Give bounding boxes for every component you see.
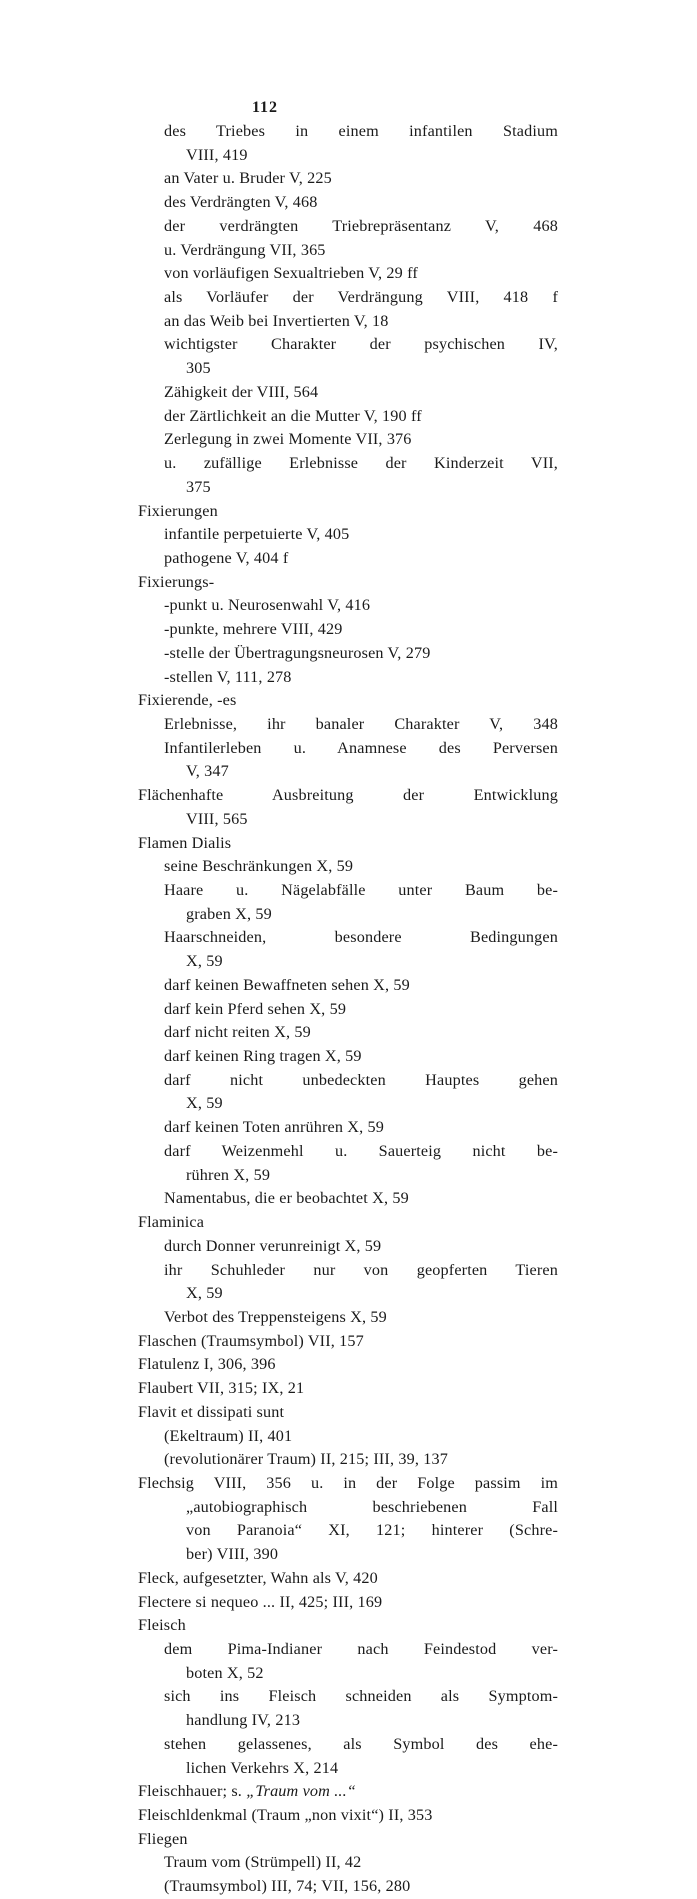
entry-text: 305 bbox=[186, 359, 211, 378]
index-subentry bbox=[138, 1069, 558, 1093]
index-subentry bbox=[138, 191, 558, 215]
index-subentry bbox=[138, 381, 558, 405]
index-subentry bbox=[138, 713, 558, 737]
entry-text: von vorläufigen Sexualtrieben V, 29 ff bbox=[164, 264, 418, 283]
index-subentry bbox=[138, 120, 558, 144]
index-subentry bbox=[138, 1021, 558, 1045]
entry-text: u. zufällige Erlebnisse der Kinderzeit VII, bbox=[164, 454, 558, 473]
entry-text: (Traumsymbol) III, 74; VII, 156, 280 bbox=[164, 1877, 411, 1896]
index-subentry bbox=[138, 1425, 558, 1449]
index-entry bbox=[138, 500, 558, 524]
index-subentry bbox=[138, 1448, 558, 1472]
index-entry bbox=[138, 1211, 558, 1235]
index-entry bbox=[138, 1780, 558, 1804]
entry-text: pathogene V, 404 f bbox=[164, 548, 289, 567]
index-subentry bbox=[138, 239, 558, 263]
entry-text: an das Weib bei Invertierten V, 18 bbox=[164, 311, 389, 330]
entry-text: graben X, 59 bbox=[186, 904, 272, 923]
index-subentry bbox=[138, 618, 558, 642]
entry-text: Zähigkeit der VIII, 564 bbox=[164, 382, 319, 401]
index-continuation bbox=[138, 808, 558, 832]
index-subentry bbox=[138, 286, 558, 310]
index-subentry bbox=[138, 974, 558, 998]
index-subentry bbox=[138, 215, 558, 239]
entry-text: „autobiographisch beschriebenen Fall bbox=[186, 1497, 558, 1516]
page-number: 112 bbox=[251, 99, 279, 116]
index-subentry bbox=[138, 310, 558, 334]
index-continuation bbox=[138, 1164, 558, 1188]
entry-text: Verbot des Treppensteigens X, 59 bbox=[164, 1307, 387, 1326]
entry-text: darf keinen Bewaffneten sehen X, 59 bbox=[164, 975, 410, 994]
index-subentry bbox=[138, 998, 558, 1022]
index-entries bbox=[138, 120, 558, 1899]
entry-text: Fliegen bbox=[138, 1829, 188, 1848]
entry-text: seine Beschränkungen X, 59 bbox=[164, 857, 354, 876]
entry-text: VIII, 419 bbox=[186, 145, 248, 164]
entry-text: Haare u. Nägelabfälle unter Baum be- bbox=[164, 881, 558, 899]
entry-text: ihr Schuhleder nur von geopferten Tieren bbox=[164, 1260, 558, 1279]
entry-text: X, 59 bbox=[186, 952, 223, 971]
index-entry bbox=[138, 784, 558, 808]
entry-text: handlung IV, 213 bbox=[186, 1711, 301, 1730]
index-continuation bbox=[138, 1282, 558, 1306]
index-subentry bbox=[138, 594, 558, 618]
index-continuation bbox=[138, 760, 558, 784]
entry-text: Flächenhafte Ausbreitung der Entwicklung bbox=[138, 786, 558, 805]
index-subentry bbox=[138, 333, 558, 357]
entry-text: u. Verdrängung VII, 365 bbox=[164, 240, 326, 259]
index-continuation bbox=[138, 1662, 558, 1686]
entry-text: Flavit et dissipati sunt bbox=[138, 1402, 285, 1421]
index-subentry bbox=[138, 262, 558, 286]
entry-text: von Paranoia“ XI, 121; hinterer (Schre- bbox=[186, 1521, 558, 1540]
entry-italic-text: „Traum vom ...“ bbox=[246, 1782, 356, 1801]
entry-text: darf Weizenmehl u. Sauerteig nicht be- bbox=[164, 1141, 558, 1160]
index-continuation bbox=[138, 357, 558, 381]
entry-text: Flaubert VII, 315; IX, 21 bbox=[138, 1379, 305, 1398]
entry-text: (Ekeltraum) II, 401 bbox=[164, 1426, 293, 1445]
index-subentry bbox=[138, 523, 558, 547]
entry-text: stehen gelassenes, als Symbol des ehe- bbox=[164, 1734, 558, 1753]
index-entry bbox=[138, 1330, 558, 1354]
index-entry bbox=[138, 1377, 558, 1401]
entry-text: Fleischhauer; s. bbox=[138, 1782, 242, 1801]
index-subentry bbox=[138, 428, 558, 452]
index-subentry bbox=[138, 1140, 558, 1164]
index-subentry bbox=[138, 855, 558, 879]
entry-text: Flaminica bbox=[138, 1213, 205, 1232]
index-continuation bbox=[138, 903, 558, 927]
entry-text: Fleck, aufgesetzter, Wahn als V, 420 bbox=[138, 1568, 378, 1587]
entry-text: Haarschneiden, besondere Bedingungen bbox=[164, 928, 558, 947]
index-entry bbox=[138, 571, 558, 595]
entry-text: 375 bbox=[186, 477, 211, 496]
index-subentry bbox=[138, 405, 558, 429]
index-subentry bbox=[138, 1235, 558, 1259]
index-subentry bbox=[138, 167, 558, 191]
entry-text: Zerlegung in zwei Momente VII, 376 bbox=[164, 430, 412, 449]
index-continuation bbox=[138, 144, 558, 168]
entry-text: Flatulenz I, 306, 396 bbox=[138, 1355, 276, 1374]
entry-text: darf nicht reiten X, 59 bbox=[164, 1023, 311, 1042]
entry-text: darf keinen Toten anrühren X, 59 bbox=[164, 1118, 385, 1137]
index-entry bbox=[138, 1472, 558, 1496]
entry-text: darf nicht unbedeckten Hauptes gehen bbox=[164, 1070, 558, 1089]
index-entry bbox=[138, 1828, 558, 1852]
entry-text: Fixierende, -es bbox=[138, 691, 237, 710]
entry-text: Traum vom (Strümpell) II, 42 bbox=[164, 1853, 362, 1872]
entry-text: ber) VIII, 390 bbox=[186, 1545, 279, 1564]
index-entry bbox=[138, 1567, 558, 1591]
entry-text: -stelle der Übertragungsneurosen V, 279 bbox=[164, 643, 431, 662]
index-entry bbox=[138, 1804, 558, 1828]
index-subentry bbox=[138, 1187, 558, 1211]
index-entry bbox=[138, 689, 558, 713]
index-subentry bbox=[138, 1733, 558, 1757]
index-entry bbox=[138, 1614, 558, 1638]
entry-text: VIII, 565 bbox=[186, 809, 248, 828]
index-entry bbox=[138, 832, 558, 856]
index-entry bbox=[138, 1353, 558, 1377]
index-subentry bbox=[138, 547, 558, 571]
entry-text: infantile perpetuierte V, 405 bbox=[164, 525, 350, 544]
entry-text: Fixierungen bbox=[138, 501, 218, 520]
entry-text: darf keinen Ring tragen X, 59 bbox=[164, 1047, 362, 1066]
entry-text: Flechsig VIII, 356 u. in der Folge passim im bbox=[138, 1473, 558, 1492]
entry-text: boten X, 52 bbox=[186, 1663, 264, 1682]
entry-text: Fixierungs- bbox=[138, 572, 215, 591]
index-continuation bbox=[138, 1092, 558, 1116]
index-continuation bbox=[138, 950, 558, 974]
entry-text: sich ins Fleisch schneiden als Symptom- bbox=[164, 1687, 558, 1706]
index-continuation bbox=[138, 1757, 558, 1781]
entry-text: X, 59 bbox=[186, 1094, 223, 1113]
index-subentry bbox=[138, 1638, 558, 1662]
entry-text: Erlebnisse, ihr banaler Charakter V, 348 bbox=[164, 714, 558, 733]
entry-text: Flectere si nequeo ... II, 425; III, 169 bbox=[138, 1592, 383, 1611]
index-subentry bbox=[138, 1306, 558, 1330]
entry-text: an Vater u. Bruder V, 225 bbox=[164, 169, 332, 188]
entry-text: V, 347 bbox=[186, 762, 229, 781]
index-continuation bbox=[138, 1496, 558, 1520]
entry-text: wichtigster Charakter der psychischen IV, bbox=[164, 335, 558, 354]
index-subentry bbox=[138, 1685, 558, 1709]
index-entry bbox=[138, 1591, 558, 1615]
index-continuation bbox=[138, 1543, 558, 1567]
entry-text: des Triebes in einem infantilen Stadium bbox=[164, 122, 558, 140]
entry-text: Flamen Dialis bbox=[138, 833, 232, 852]
entry-text: durch Donner verunreinigt X, 59 bbox=[164, 1236, 382, 1255]
entry-text: Namentabus, die er beobachtet X, 59 bbox=[164, 1189, 409, 1208]
index-subentry bbox=[138, 1875, 558, 1899]
entry-text: der Zärtlichkeit an die Mutter V, 190 ff bbox=[164, 406, 422, 425]
index-subentry bbox=[138, 1116, 558, 1140]
index-subentry bbox=[138, 666, 558, 690]
index-subentry bbox=[138, 1045, 558, 1069]
index-subentry bbox=[138, 1851, 558, 1875]
index-continuation bbox=[138, 1519, 558, 1543]
entry-text: Flaschen (Traumsymbol) VII, 157 bbox=[138, 1331, 364, 1350]
entry-text: Fleisch bbox=[138, 1616, 186, 1635]
index-subentry bbox=[138, 1259, 558, 1283]
entry-text: des Verdrängten V, 468 bbox=[164, 193, 318, 212]
entry-text: rühren X, 59 bbox=[186, 1165, 271, 1184]
entry-text: (revolutionärer Traum) II, 215; III, 39, 137 bbox=[164, 1450, 448, 1469]
entry-text: -punkte, mehrere VIII, 429 bbox=[164, 620, 343, 639]
entry-text: -stellen V, 111, 278 bbox=[164, 667, 292, 686]
entry-text: Infantilerleben u. Anamnese des Perversen bbox=[164, 738, 558, 757]
index-subentry bbox=[138, 452, 558, 476]
index-continuation bbox=[138, 1709, 558, 1733]
entry-text: als Vorläufer der Verdrängung VIII, 418 f bbox=[164, 288, 558, 307]
entry-text: dem Pima-Indianer nach Feindestod ver- bbox=[164, 1640, 558, 1658]
index-subentry bbox=[138, 642, 558, 666]
entry-text: X, 59 bbox=[186, 1284, 223, 1303]
entry-text: lichen Verkehrs X, 214 bbox=[186, 1758, 339, 1777]
index-continuation bbox=[138, 476, 558, 500]
index-subentry bbox=[138, 737, 558, 761]
entry-text: -punkt u. Neurosenwahl V, 416 bbox=[164, 596, 371, 615]
entry-text: der verdrängten Triebrepräsentanz V, 468 bbox=[164, 216, 558, 235]
index-entry bbox=[138, 1401, 558, 1425]
index-subentry bbox=[138, 926, 558, 950]
index-subentry bbox=[138, 879, 558, 903]
entry-text: Fleischldenkmal (Traum „non vixit“) II, 353 bbox=[138, 1806, 433, 1825]
entry-text: darf kein Pferd sehen X, 59 bbox=[164, 999, 347, 1018]
